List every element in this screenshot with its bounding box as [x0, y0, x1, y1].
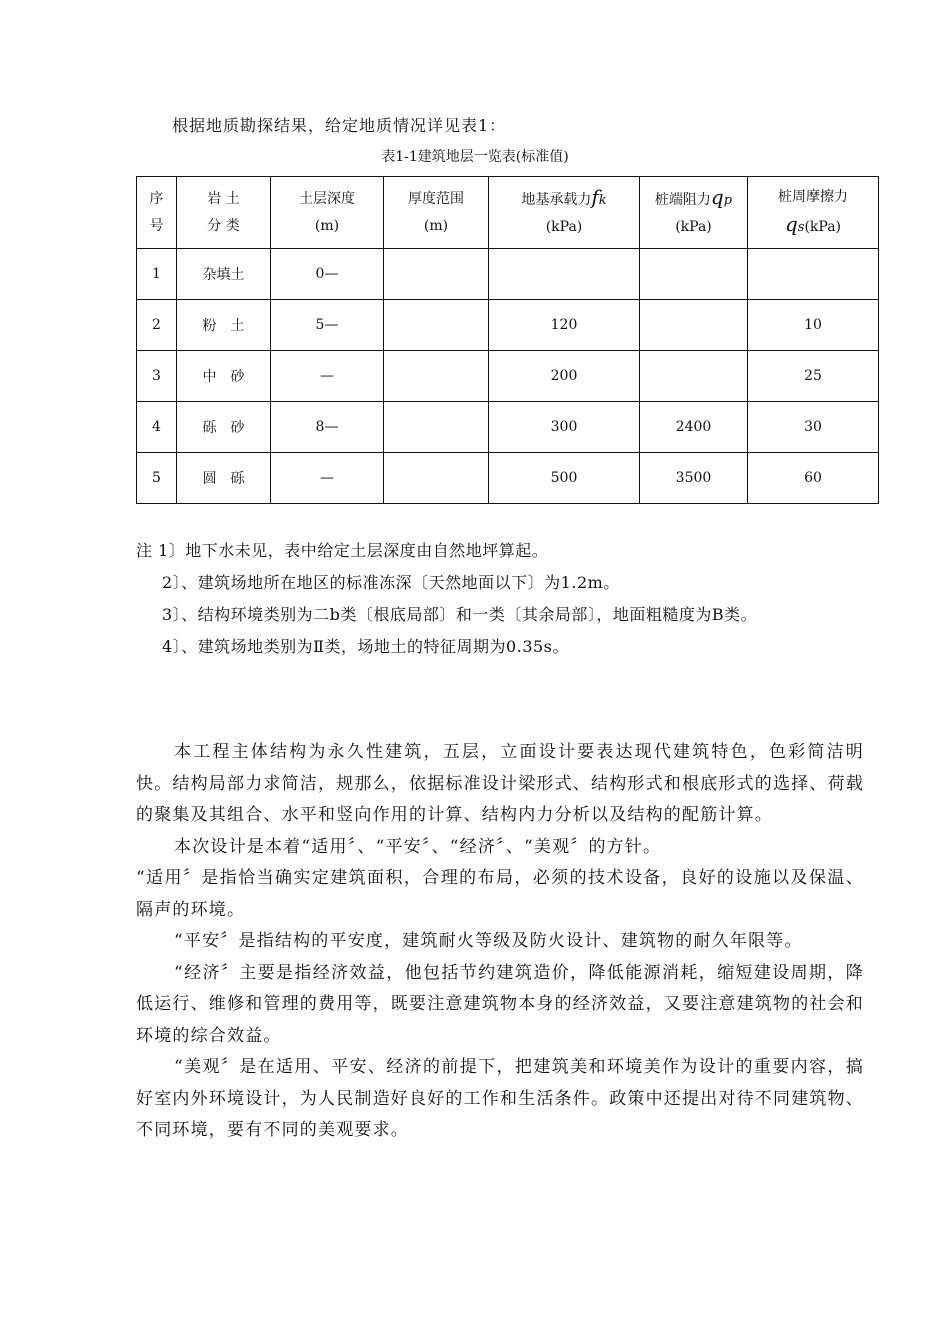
table-row — [137, 351, 879, 402]
paragraph: “适用〞是指恰当确实定建筑面积，合理的布局，必须的技术设备，良好的设施以及保温、隔声的环境。 — [136, 868, 864, 920]
cell-type: 砾 砂 — [177, 402, 271, 453]
intro-text: 根据地质勘探结果，给定地质情况详见表1： — [172, 116, 507, 135]
table-row — [137, 300, 879, 351]
cell-depth: — — [271, 453, 384, 504]
header-thickness: 厚度范围 (m) — [384, 177, 489, 249]
note-3: 3〕、结构环境类别为二b类〔根底局部〕和一类〔其余局部〕，地面粗糙度为B类。 — [162, 605, 758, 624]
cell-thickness — [384, 249, 489, 300]
table-caption: 表1-1建筑地层一览表(标准值) — [381, 149, 569, 165]
cell-thickness — [384, 453, 489, 504]
header-seq: 序 号 — [137, 177, 177, 249]
header-bearing: 地基承载力fk (kPa) — [489, 177, 640, 249]
cell-friction: 60 — [748, 453, 879, 504]
cell-tip — [640, 249, 748, 300]
notes-section — [136, 535, 864, 663]
table-row — [137, 453, 879, 504]
cell-bearing: 200 — [489, 351, 640, 402]
cell-thickness — [384, 402, 489, 453]
cell-seq: 3 — [137, 351, 177, 402]
cell-type: 中 砂 — [177, 351, 271, 402]
paragraph: “经济〞主要是指经济效益，他包括节约建筑造价，降低能源消耗，缩短建设周期，降低运行、维修和管理的费用等，既要注意建筑物本身的经济效益，又要注意建筑物的社会和环境的综合效益。 — [136, 962, 864, 1046]
cell-depth: 8— — [271, 402, 384, 453]
cell-depth: — — [271, 351, 384, 402]
note-4: 4〕、建筑场地类别为Ⅱ类，场地土的特征周期为0.35s。 — [162, 637, 569, 656]
header-friction: 桩周摩擦力 qs(kPa) — [748, 177, 879, 249]
cell-tip — [640, 351, 748, 402]
paragraph: “平安〞是指结构的平安度，建筑耐火等级及防火设计、建筑物的耐久年限等。 — [174, 931, 803, 951]
paragraph: 本次设计是本着“适用〞、“平安〞、“经济〞、“美观〞的方针。 — [174, 836, 662, 857]
cell-friction — [748, 249, 879, 300]
cell-type: 粉 土 — [177, 300, 271, 351]
strata-table — [136, 176, 879, 504]
cell-tip: 3500 — [640, 453, 748, 504]
cell-seq: 2 — [137, 300, 177, 351]
header-tip: 桩端阻力qp (kPa) — [640, 177, 748, 249]
header-type: 岩 土 分 类 — [177, 177, 271, 249]
cell-depth: 0— — [271, 249, 384, 300]
table-row — [137, 402, 879, 453]
cell-tip: 2400 — [640, 402, 748, 453]
table-row — [137, 249, 879, 300]
header-depth: 土层深度 (m) — [271, 177, 384, 249]
cell-friction: 10 — [748, 300, 879, 351]
cell-seq: 4 — [137, 402, 177, 453]
cell-type: 圆 砾 — [177, 453, 271, 504]
cell-friction: 30 — [748, 402, 879, 453]
note-2: 2〕、建筑场地所在地区的标准冻深〔天然地面以下〕为1.2m。 — [162, 573, 620, 592]
cell-thickness — [384, 300, 489, 351]
cell-seq: 1 — [137, 249, 177, 300]
cell-bearing: 120 — [489, 300, 640, 351]
table-header-row — [137, 177, 879, 249]
cell-bearing: 300 — [489, 402, 640, 453]
cell-bearing — [489, 249, 640, 300]
cell-thickness — [384, 351, 489, 402]
note-1: 注 1〕地下水未见，表中给定土层深度由自然地坪算起。 — [136, 541, 549, 560]
paragraph: “美观〞是在适用、平安、经济的前提下，把建筑美和环境美作为设计的重要内容，搞好室内外环境设计，为人民制造好良好的工作和生活条件。政策中还提出对待不同建筑物、不同环境，要有不同的美观要求。 — [136, 1057, 864, 1140]
cell-type: 杂填土 — [177, 249, 271, 300]
cell-bearing: 500 — [489, 453, 640, 504]
cell-friction: 25 — [748, 351, 879, 402]
cell-seq: 5 — [137, 453, 177, 504]
body-text — [136, 737, 864, 1147]
paragraph: 本工程主体结构为永久性建筑，五层，立面设计要表达现代建筑特色，色彩简洁明快。结构局部力求简洁，规那么，依据标准设计梁形式、结构形式和根底形式的选择、荷载的聚集及其组合、水平和竖向作用的计算、结构内力分析以及结构的配筋计算。 — [136, 742, 864, 825]
cell-tip — [640, 300, 748, 351]
cell-depth: 5— — [271, 300, 384, 351]
